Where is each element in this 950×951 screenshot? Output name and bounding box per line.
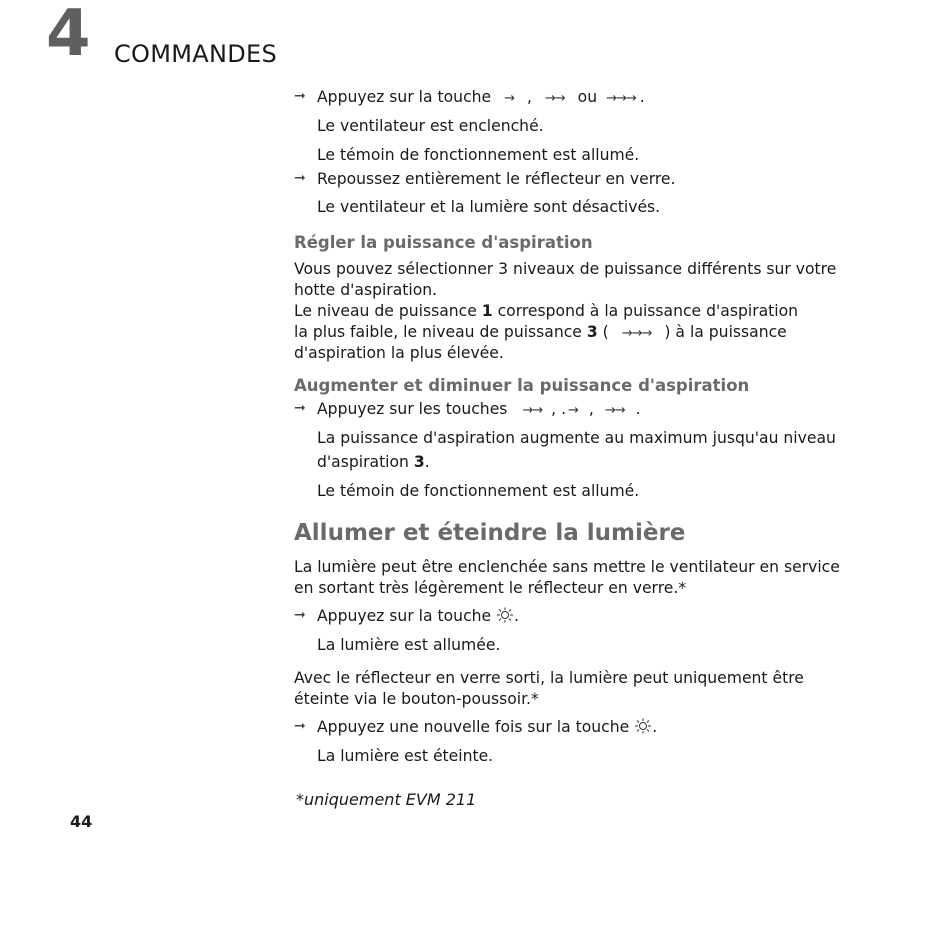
step-instruction: Appuyez une nouvelle fois sur la touche . [317,718,658,736]
fan-speed-3-icon: →→→ [621,326,652,341]
step-arrow-icon: ➞ [294,170,306,186]
step-instruction: Appuyez sur la touche → , →→ ou →→→ . [317,88,645,106]
result-text: La puissance d'aspiration augmente au maximum jusqu'au niveau [317,429,836,447]
paragraph-line: la plus faible, le niveau de puissance 3 ( →→→ ) à la puissance [294,323,787,341]
fan-speed-2-icon: →→ [522,403,543,418]
paragraph-line: d'aspiration la plus élevée. [294,344,504,362]
section-heading: Augmenter et diminuer la puissance d'aspiration [294,376,750,395]
paragraph-line: en sortant très légèrement le réflecteur en verre.* [294,579,687,597]
fan-speed-3-icon: →→→ [606,91,636,106]
fan-speed-2-icon: →→ [544,91,565,106]
result-text: Le ventilateur est enclenché. [317,117,544,135]
step-arrow-icon: ➞ [294,718,306,734]
paragraph-line: Vous pouvez sélectionner 3 niveaux de puissance différents sur votre [294,260,837,278]
paragraph-line: éteinte via le bouton-poussoir.* [294,690,539,708]
paragraph-line: Avec le réflecteur en verre sorti, la lumière peut uniquement être [294,669,804,687]
chapter-number: 4 [46,0,91,71]
section-title: Allumer et éteindre la lumière [294,520,686,546]
step-arrow-icon: ➞ [294,88,306,104]
light-bulb-icon [496,607,514,623]
result-text: La lumière est éteinte. [317,747,494,765]
fan-speed-1-icon: → [504,91,514,106]
fan-speed-1-icon: → [568,403,578,418]
chapter-title: COMMANDES [114,40,278,68]
step-arrow-icon: ➞ [294,607,306,623]
result-text: d'aspiration 3. [317,453,430,471]
fan-speed-2-icon: →→ [604,403,625,418]
paragraph-line: hotte d'aspiration. [294,281,438,299]
result-text: Le ventilateur et la lumière sont désactivés. [317,198,661,216]
section-heading: Régler la puissance d'aspiration [294,233,593,252]
light-bulb-icon [634,718,652,734]
footnote: *uniquement EVM 211 [296,790,477,809]
paragraph-line: La lumière peut être enclenchée sans mettre le ventilateur en service [294,558,840,576]
result-text: Le témoin de fonctionnement est allumé. [317,146,640,164]
step-arrow-icon: ➞ [294,400,306,416]
step-instruction: Repoussez entièrement le réflecteur en verre. [317,170,676,188]
step-instruction: Appuyez sur la touche . [317,607,520,625]
paragraph-line: Le niveau de puissance 1 correspond à la puissance d'aspiration [294,302,799,320]
step-instruction: Appuyez sur les touches →→ , . → , →→ . [317,400,641,418]
page-number: 44 [70,812,93,831]
result-text: Le témoin de fonctionnement est allumé. [317,482,640,500]
result-text: La lumière est allumée. [317,636,501,654]
